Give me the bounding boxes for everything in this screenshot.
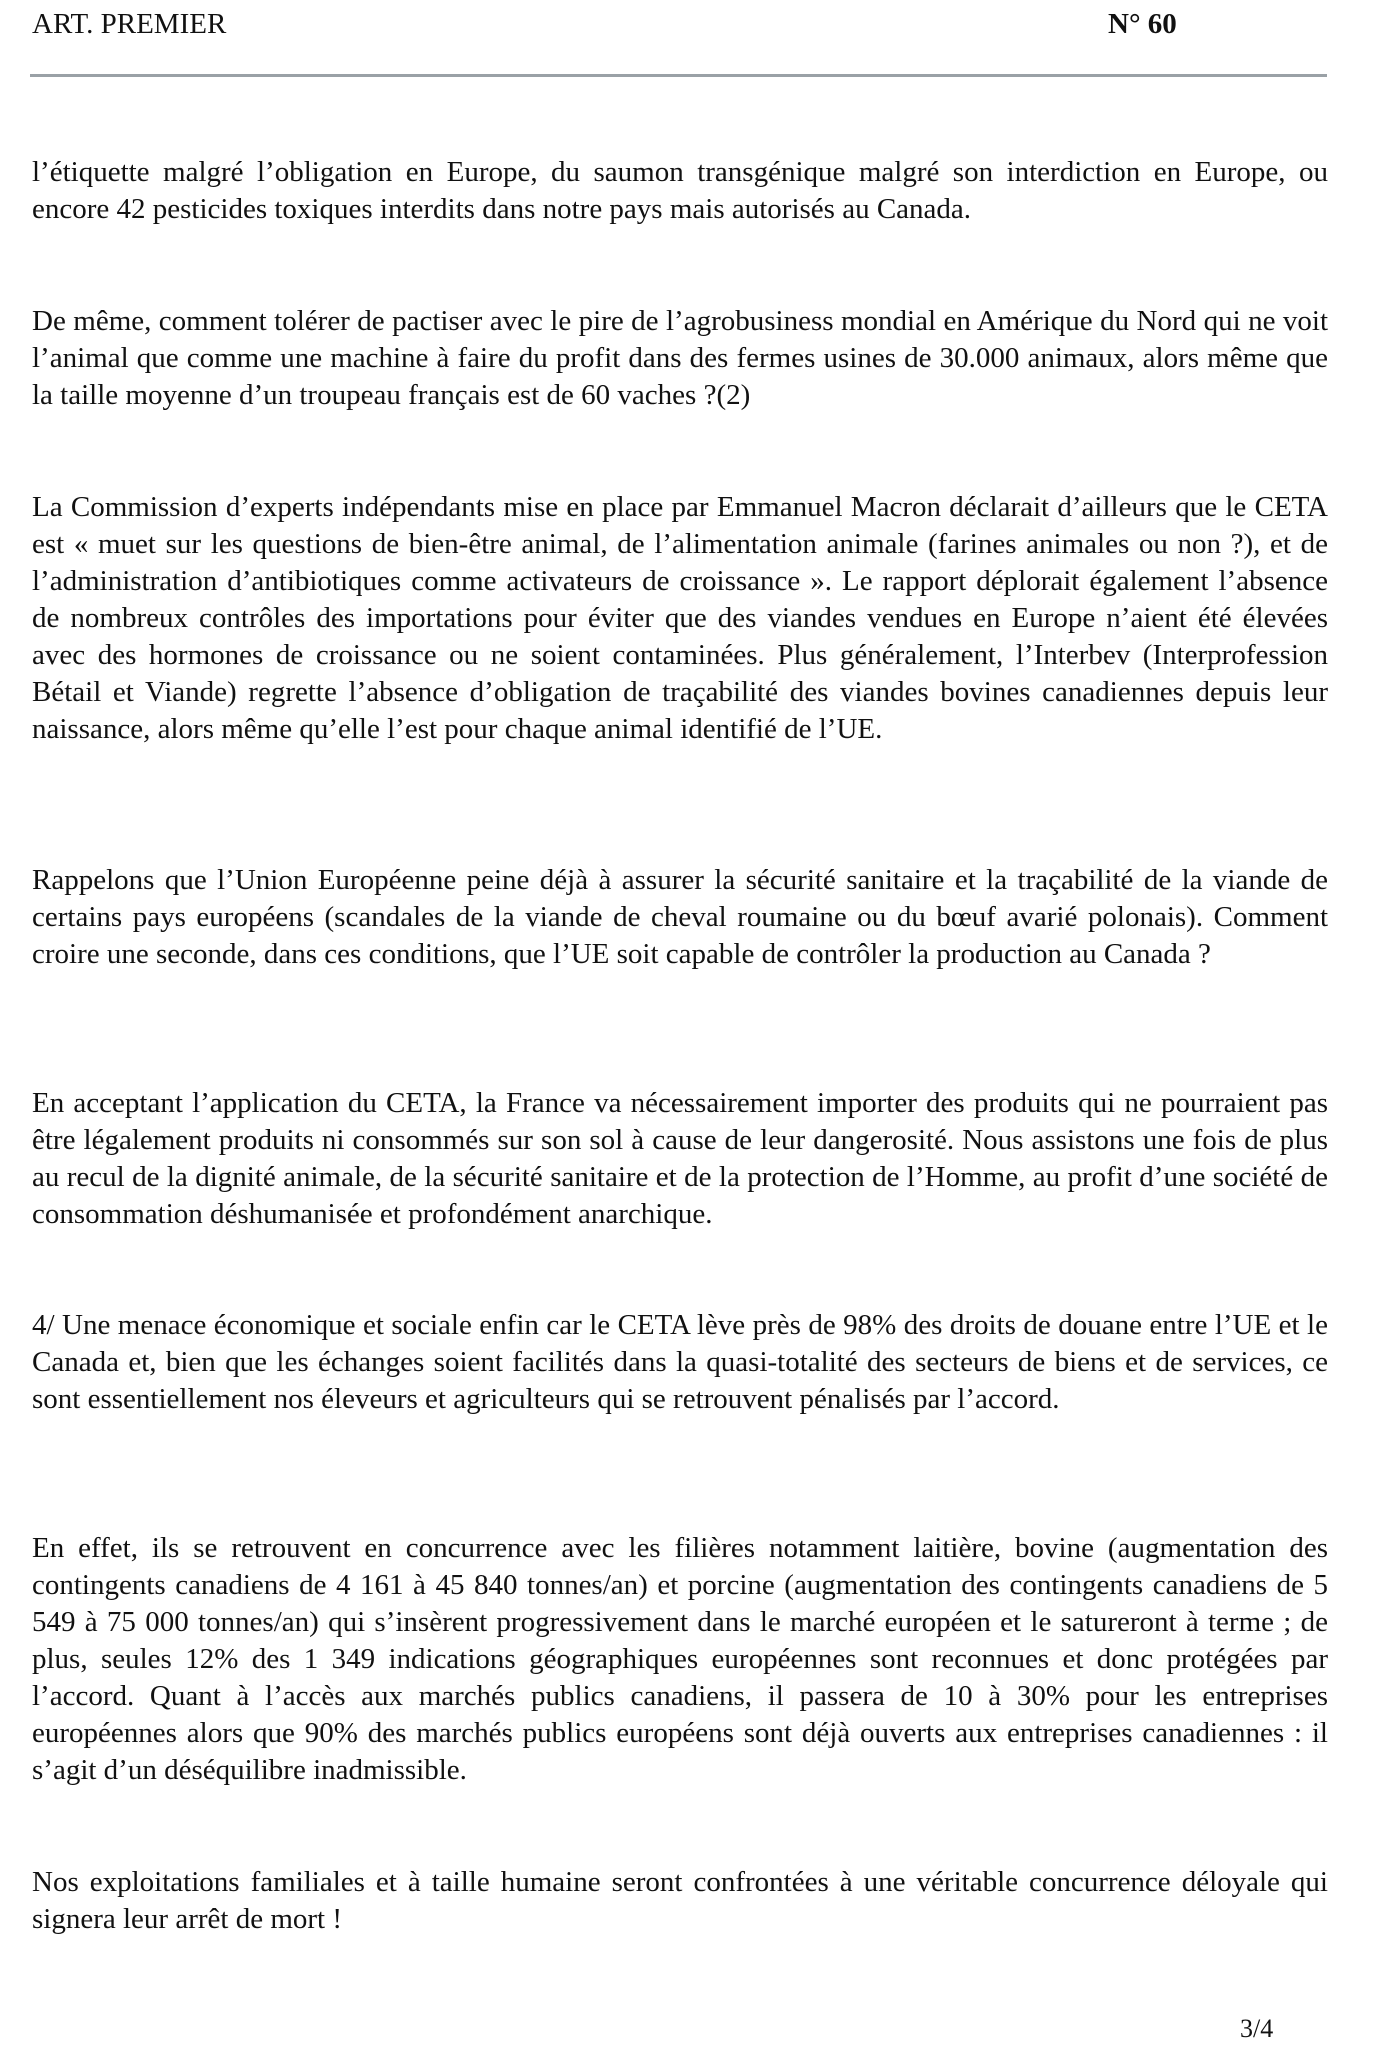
- paragraph-7: En effet, ils se retrouvent en concurrence avec les filières notamment laitière, bovine (augmentation des contingents canadiens de 4 161 à 45 840 tonnes/an) et porcine (augmentation des contingents canadiens de 5 549 à 75 000 tonnes/an) qui s’insèrent progressivement dans le marché européen et le satureront à terme ; de plus, seules 12% des 1 349 indications géographiques européennes sont reconnues et donc protégées par l’accord. Quant à l’accès aux marchés publics canadiens, il passera de 10 à 30% pour les entreprises européennes alors que 90% des marchés publics européens sont déjà ouverts aux entreprises canadiennes : il s’agit d’un déséquilibre inadmissible.: [32, 1532, 1328, 1786]
- paragraph-5: En acceptant l’application du CETA, la France va nécessairement importer des produits qui ne pourraient pas être légalement produits ni consommés sur son sol à cause de leur dangerosité. Nous assistons une fois de plus au recul de la dignité animale, de la sécurité sanitaire et de la protection de l’Homme, au profit d’une société de consommation déshumanisée et profondément anarchique.: [32, 1087, 1328, 1230]
- page-header: [32, 4, 1324, 44]
- article-label: ART. PREMIER: [32, 8, 227, 40]
- header-divider: [30, 74, 1327, 77]
- paragraph-3: La Commission d’experts indépendants mise en place par Emmanuel Macron déclarait d’ailleurs que le CETA est « muet sur les questions de bien-être animal, de l’alimentation animale (farines animales ou non ?), et de l’administration d’antibiotiques comme activateurs de croissance ». Le rapport déplorait également l’absence de nombreux contrôles des importations pour éviter que des viandes vendues en Europe n’aient été élevées avec des hormones de croissance ou ne soient contaminées. Plus généralement, l’Interbev (Interprofession Bétail et Viande) regrette l’absence d’obligation de traçabilité des viandes bovines canadiennes depuis leur naissance, alors même qu’elle l’est pour chaque animal identifié de l’UE.: [32, 491, 1328, 745]
- page-number: 3/4: [1240, 2014, 1274, 2043]
- paragraph-2: De même, comment tolérer de pactiser avec le pire de l’agrobusiness mondial en Amérique du Nord qui ne voit l’animal que comme une machine à faire du profit dans des fermes usines de 30.000 animaux, alors même que la taille moyenne d’un troupeau français est de 60 vaches ?(2): [32, 305, 1328, 411]
- amendment-number: N° 60: [1108, 8, 1177, 40]
- paragraph-4: Rappelons que l’Union Européenne peine déjà à assurer la sécurité sanitaire et la traçabilité de la viande de certains pays européens (scandales de la viande de cheval roumaine ou du bœuf avarié polonais). Comment croire une seconde, dans ces conditions, que l’UE soit capable de contrôler la production au Canada ?: [32, 864, 1328, 970]
- paragraph-8: Nos exploitations familiales et à taille humaine seront confrontées à une véritable concurrence déloyale qui signera leur arrêt de mort !: [32, 1866, 1328, 1935]
- paragraph-1: l’étiquette malgré l’obligation en Europe, du saumon transgénique malgré son interdiction en Europe, ou encore 42 pesticides toxiques interdits dans notre pays mais autorisés au Canada.: [32, 156, 1328, 225]
- paragraph-6: 4/ Une menace économique et sociale enfin car le CETA lève près de 98% des droits de douane entre l’UE et le Canada et, bien que les échanges soient facilités dans la quasi-totalité des secteurs de biens et de services, ce sont essentiellement nos éleveurs et agriculteurs qui se retrouvent pénalisés par l’accord.: [32, 1309, 1328, 1415]
